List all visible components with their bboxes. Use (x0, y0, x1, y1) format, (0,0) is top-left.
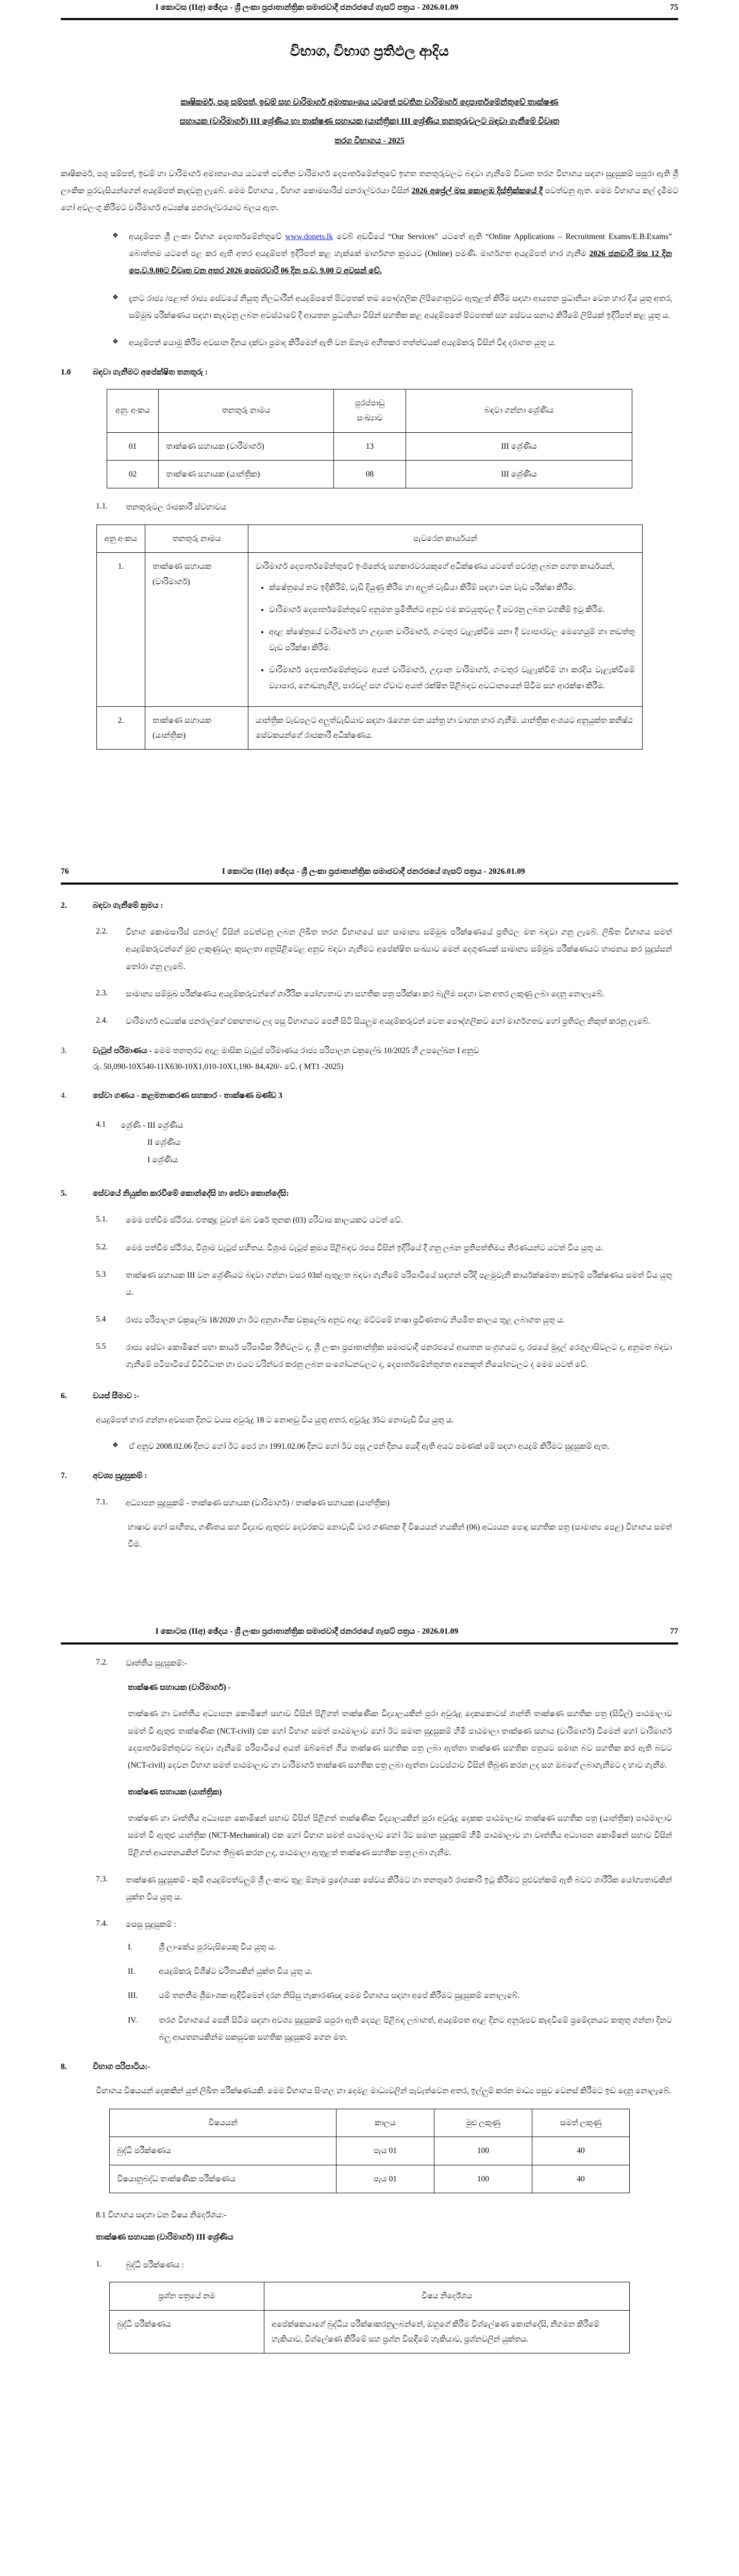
section-1-title: බඳවා ගැනීමට අපේක්ෂිත තනතුරු : (93, 368, 208, 377)
notice-title-line-3: තරග විභාගය - 2025 (334, 137, 405, 146)
syllabus-item-1 (0, 2257, 739, 2274)
section-8-number: 8. (61, 2062, 67, 2072)
section-5-3-number: 5.3 (96, 1269, 106, 1279)
section-5-heading (0, 1186, 739, 1201)
roman-numeral: II. (128, 1967, 136, 1976)
duty-item: • වාරිමාර්ග දෙපාර්තමේන්තුවේ අනුමත ප්‍රමිතීන්ට අනුව එම කටයුතුවල දී පවරනු ලබන වගකීම් ඉටු කිරීම. (269, 602, 635, 618)
section-2-2-text: විභාග කොමසාරිස් ජනරාල් විසින් පවත්වනු ලබන ලිඛිත තරග විභාගයේ සහ සාමාන්‍ය සම්මුඛ පරීක්ෂණයේ ප්‍රතිඵල මත බඳවා ගනු ලැබේ. ලිඛිත විභාගය සමත් අයදුම්කරුවන්ගේ මුළු ලකුණුවල කුසලතා අනුපිළිවෙළ අනුව බඳවා ගැනීමට අපේක්ෂිත සංඛ්‍යාව මෙන් දෙගුණයක් සාමාන්‍ය සම්මුඛ පරීක්ෂණයට භාජනය කර සුදුස්සන් තෝරා ගනු ලැබේ. (126, 927, 672, 971)
section-7-1-title: අධ්‍යාපන සුදුසුකම් - තාක්ෂණ සහායක (වාරිමාර්ග) / තාක්ෂණ සහායක (යාන්ත්‍රික) (126, 1498, 390, 1507)
section-7-2 (0, 1655, 739, 1672)
th-post-name: තනතුරු නාමය (145, 524, 248, 552)
cell-subject: බුද්ධි පරීක්ෂණය (110, 2137, 337, 2165)
section-2-heading (0, 898, 739, 913)
th-post-name: තනතුරු නාමය (159, 389, 334, 432)
roman-item-text: තරග විභාගයේ පෙනී සිටීම සඳහා අවශ්‍ය සුදුසුකම් සපුරා ඇති දෙපළ පිළිබඳ ලබාගත්, අයදුම්පත අදාළ දිනට අනුරූපව කැඳවීමේ ප්‍රමේදනයට කතුතු ගන්නා දිනට බලු ආයතනයකින්ම සකසුවක සහතික සුදුසුකම් ගෙන මත. (159, 2015, 672, 2042)
section-8-1-title: 8.1 විභාගය සඳහා වන විෂය නිර්දේශය:- (96, 2211, 227, 2220)
section-3-heading (0, 1043, 739, 1074)
cell-syllabus: අපේක්ෂකයාගේ බුද්ධිය පරීක්ෂාකරනුලබන්නේ, ඔහුගේ කිරීම විශ්ලේෂණ කොන්දේසි, නිගමන කිරීමේ හැකියාව, විශ්ලේෂණ කිරීමේ සහ ප්‍රශ්න විසඳීමේ හැකියාව, ප්‍රශ්නවලින් යුක්තය. (264, 2310, 630, 2353)
section-8-1-post-heading: තාක්ෂණ සහායක (වාරිමාර්ග) III ශ්‍රේණිය (96, 2233, 233, 2242)
running-header-text: I කොටස (IIඅ) ඡේදය - ශ්‍රී ලංකා ප්‍රජාතාන්ත්‍රික සමාජවාදී ජනරජයේ ගැසට් පත්‍රය - 2026.01.09 (222, 867, 525, 876)
bullet-1-text-b: වෙබ් අඩවියේ “Our Services” යටතේ ඇති “Online Applications – Recruitment Exams/E.B.Exams” බොත්තම යටතේ පළ කර ඇති අතර අයදුම්පත් ඉදිරිපත් කළ හැක්කේ මාර්ගගත ක්‍රමයට (Online) පමණි. මාර්ගගත අයදුම්පත් භාර ගැනීම (129, 232, 672, 258)
grade-line-1: ශ්‍රේණි - III ශ්‍රේණිය (121, 1121, 183, 1130)
section-8-intro: විභාගය විෂයයන් දෙකකින් යුත් ලිඛිත පරීක්ෂණයකි. මෙම විභාගය සිංහල හා දෙමළ මාධ්‍යවලින් පැවැත්වෙන අතර, ඉල්ලුම් කරන මාධ්‍ය පසුව වෙනස් කිරීමට ඉඩ දෙනු නොලැබේ. (96, 2086, 671, 2095)
duty-item: • වාරිමාර්ග දෙපාර්තමේන්තුවට අයත් වාරිමාර්ග, උද්‍යාන වාරිමාර්ග, ගංවතුර වැළැක්වීම් හා කරදිය වැළැක්වීමේ ව්‍යාපාර, ගොඩනැගිලි, පාරවල් සහ ඒවාට අයත් රක්ෂිත පිළිබඳව අවධානයෙන් සිටීම සහ ආරක්ෂා කිරීම. (269, 662, 635, 694)
section-8-title: විභාග පරිපාටිය:- (93, 2062, 150, 2072)
section-2-3-number: 2.3. (96, 988, 108, 997)
bullet-1-deadline: 2026 ජනවාරි මස 12 දින පෙ.ව.9.00ට විවෘත වන අතර 2026 පෙබරවාරි 06 දින ප.ව. 9.00 ට අවසන් වේ. (129, 249, 672, 276)
grade-line-2: II ශ්‍රේණිය (147, 1138, 181, 1147)
roman-numeral: I. (128, 1942, 133, 1952)
cell-pass-marks: 40 (532, 2137, 630, 2165)
section-7-4-list (0, 1939, 739, 2046)
cell-vacancy-count: 13 (334, 432, 406, 460)
header-rule (61, 883, 678, 885)
table-header-row (110, 2109, 630, 2137)
cell-serial: 01 (107, 432, 159, 460)
bullet-age-dates: ❖ ඒ අනුව 2008.02.06 දිනට හෝ ඊට පෙර හා 1991.02.06 දිනට හෝ ඊට පසු උපන් දිනය යෙදී ඇති අයට පමණක් මේ සඳහා අයදුම් කිරීමට සුදුසුකම් ඇත. (0, 1438, 739, 1455)
section-2-3-text: සාමාන්‍ය සම්මුඛ පරීක්ෂණය අයදුම්කරුවන්ගේ ශාරීරික යෝග්‍යතාව හා සහතික පත්‍ර පරීක්ෂා කර බැලීම සඳහා වන අතර ලකුණු ලබා දෙනු නොලැබේ. (126, 989, 604, 998)
cell-post-name: තාක්ෂණ සහායක (යාන්ත්‍රික) (159, 460, 334, 488)
cell-grade: III ශ්‍රේණිය (406, 460, 632, 488)
cell-pass-marks: 40 (532, 2165, 630, 2193)
section-7-1-text: භාෂාව හෝ සාහිත්‍ය, ගණිතය සහ විද්‍යාව ඇතුළුව දෙවරකට නොවැඩි වාර ගණනක දී විෂයයන් හයකින් (06) අධ්‍යයන පොදු සහතික පත්‍ර (සාමාන්‍ය පෙළ) විභාගය සමත් වීම. (128, 1522, 672, 1549)
roman-item-text: අයදුම්කරු විශිෂ්ට චරිතයකින් යුක්ත විය යුතු ය. (159, 1967, 313, 1976)
page-break-gap-75 (0, 756, 739, 864)
section-7-4 (0, 1916, 739, 1933)
section-6-bullets (0, 1438, 739, 1455)
section-4-title: සේවා ගණය - (93, 1091, 142, 1100)
section-5-3 (0, 1267, 739, 1301)
gazette-page-77 (0, 1624, 739, 2371)
section-7-3 (0, 1872, 739, 1906)
section-1-heading (0, 365, 739, 380)
duties-bullet-list (256, 580, 635, 694)
section-3-number: 3. (61, 1046, 67, 1056)
section-2-2-number: 2.2. (96, 926, 108, 936)
section-2-4-number: 2.4. (96, 1016, 108, 1025)
table-row (97, 553, 643, 706)
section-5-4 (0, 1312, 739, 1329)
section-5-5 (0, 1339, 739, 1374)
section-7-4-number: 7.4. (96, 1919, 108, 1928)
bullet-late-submission: ❖ අයදුම්පත් යොමු කිරීම අවසාන දිනය දක්වා ප්‍රමාද කිරීමෙන් ඇති වන ඕනෑම අහිතකර තත්ත්වයක් අයදුම්කරු විසින් විඳ දරාගත යුතු ය. (0, 334, 739, 351)
gazette-page-76 (0, 864, 739, 1624)
running-header-77 (0, 1624, 739, 1639)
vacancies-table (107, 389, 632, 489)
cell-serial: 02 (107, 460, 159, 488)
section-7-1-number: 7.1. (96, 1497, 108, 1506)
section-8-heading (0, 2059, 739, 2075)
section-4-1 (0, 1117, 739, 1168)
section-6-text: අයදුම්පත් භාර ගන්නා අවසාන දිනට වයස අවුරුදු 18 ට නොඅඩු විය යුතු අතර, අවුරුදු 35ට නොවැඩි විය යුතු ය. (96, 1415, 454, 1425)
list-item (0, 1987, 739, 2004)
duties-table (96, 524, 643, 750)
cell-total-marks: 100 (434, 2165, 532, 2193)
section-5-2-text: මෙම පත්වීම ස්ථිරය, විශ්‍රාම වැටුප් සහිතය. විශ්‍රාම වැටුප් ක්‍රමය පිළිබඳව රජය විසින් ඉදිරියේ දී ගනු ලබන ප්‍රතිපත්තිමය තීරණයන්ට යටත් විය යුතු ය. (126, 1243, 603, 1252)
section-2-2 (0, 924, 739, 975)
table-row (107, 460, 632, 488)
duties-intro: වාරිමාර්ග දෙපාර්තමේන්තුවේ ඉංජිනේරු සහකාරවරයකුගේ අධීක්ෂණය යටතේ පවරනු ලබන පහත කාර්යයන්, (256, 562, 614, 571)
section-5-5-number: 5.5 (96, 1342, 106, 1351)
roman-numeral: III. (128, 1991, 138, 2001)
section-5-3-text: තාක්ෂණ සහායක III වන ශ්‍රේණියට බඳවා ගන්නා වසර 03ක් ඇතුළත බඳවා ගැනීමේ පරිපාටියේ සඳහන් පරිදි පළමුවැනි කාර්යක්ෂමතා කඩඉම් පරීක්ෂණය සමත් විය යුතු ය. (126, 1270, 672, 1297)
cell-subject: විෂයානුබද්ධ තාක්ෂණික පරීක්ෂණය (110, 2165, 337, 2193)
section-2-number: 2. (61, 901, 67, 910)
page-number: 77 (670, 1627, 678, 1636)
th-duties: පැවරෙන කාර්යයන් (248, 524, 643, 552)
page-number: 76 (61, 867, 69, 876)
section-7-2-sub-b-text: තාක්ෂණ හා වෘත්තීය අධ්‍යාපන කොමිෂන් සභාව විසින් පිළිගත් තාක්ෂණික විද්‍යාලයකින් පුරා අවුරුදු දෙකක පාඨමාලාව තාක්ෂණ සහතික පත්‍ර (යාන්ත්‍රික) පාඨමාලාව සමත් වී ඇතුළු යාන්ත්‍රික (NCT-Mechanical) එක හෝ විභාග සමත් පාඨමාලාව හෝ ඊට සමාන සුදුසුකම් හිමි පාඨමාලාව හා වෘත්තීය අධ්‍යාපන කොමිෂන් සභාව විසින් පිළිගත් ආයතනයකින් විභාග තිබුණ කරන ලද, පාඨමාලා ඇතුළත් තාක්ෂණ සහතික පත්‍ර ලබා ගැනීම. (128, 1814, 672, 1857)
section-7-heading (0, 1468, 739, 1484)
section-5-1-text: මෙම පත්වීම ස්ථිරය. එතකුදු වුවත් ඔබ වර්ෂ තුනක (03) පරිවාස කාලයකට යටත් වේ. (126, 1216, 403, 1225)
section-5-1-number: 5.1. (96, 1215, 108, 1224)
cell-duration: පැය 01 (337, 2137, 434, 2165)
section-1-1-heading (0, 499, 739, 516)
th-pass-marks: සමත් ලකුණු (532, 2109, 630, 2137)
th-recruit-grade: බඳවා ගන්නා ශ්‍රේණිය (406, 389, 632, 432)
th-total-marks: මුළු ලකුණු (434, 2109, 532, 2137)
intro-exam-date-place: 2026 අප්‍රේල් මස කොළඹ දිස්ත්‍රික්කයේ දී (411, 186, 543, 195)
section-5-2-number: 5.2. (96, 1242, 108, 1251)
section-3-salary-scale: රු. 50,090-10X540-11X630-10X1,010-10X1,190- 84,420/- වේ. ( MT1 -2025) (93, 1062, 344, 1071)
cell-duration: පැය 01 (337, 2165, 434, 2193)
section-5-1 (0, 1212, 739, 1229)
section-2-title: බඳවා ගැනීමේ ක්‍රමය : (93, 901, 163, 910)
section-7-3-number: 7.3. (96, 1874, 108, 1884)
header-rule (61, 1642, 678, 1645)
cell-grade: III ශ්‍රේණිය (406, 432, 632, 460)
cell-duties: යාන්ත්‍රික වැඩපලට අලුත්වැඩියාව සඳහා රැගෙන එන යන්ත්‍ර හා වාහන භාර ගැනීම. යාන්ත්‍රික අංශයට අනුයුක්ත කනිෂ්ඨ සේවකයන්ගේ රාජකාරී අධීක්ෂණය. (248, 706, 643, 750)
section-7-1 (0, 1495, 739, 1512)
section-6-heading (0, 1388, 739, 1404)
th-syllabus: විෂය නිර්දේශය (264, 2282, 630, 2310)
section-7-2-sub-b-title: තාක්ෂණ සහායක (යාන්ත්‍රික) (128, 1787, 222, 1797)
table-row (107, 432, 632, 460)
header-rule (61, 18, 678, 20)
roman-item-text: ශ්‍රී ලාංකේය පුරවැසියෙකු විය යුතු ය. (159, 1942, 276, 1952)
exam-structure-table (109, 2109, 630, 2193)
cell-post-name: තාක්ෂණ සහායක (වාරිමාර්ග) (159, 432, 334, 460)
duty-item: • අදාළ ක්ෂේත්‍රයේ වාරිමාර්ග හා උද්‍යාන වාරිමාර්ග, ගංවතුර වැළැක්වීම යනා දී ව්‍යාපාරවල මෙහෙයුම් හා නඩත්තු වැඩ පරීක්ෂා කිරීම. (269, 624, 635, 656)
notice-title (0, 93, 739, 151)
th-serial: අනු. අංකය (107, 389, 159, 432)
cell-serial: 1. (97, 553, 145, 706)
grade-line-3: I ශ්‍රේණිය (147, 1155, 178, 1164)
section-3-text: මෙම තනතුරට අදාළ මාසික වැටුප් පරිමාණය රාජ්‍ය පරිපාලන චක්‍රලේඛ 10/2025 හි උපලේඛන I අනුව (154, 1046, 479, 1056)
section-4-number: 4. (61, 1091, 67, 1100)
section-2-4 (0, 1013, 739, 1030)
table-header-row (107, 389, 632, 432)
section-6-title: වයස් සීමාව :- (93, 1392, 140, 1401)
section-7-title: අවශ්‍ය සුදුසුකම් : (93, 1471, 147, 1481)
table-row (110, 2310, 630, 2353)
running-header-76 (0, 864, 739, 879)
cell-serial: 2. (97, 706, 145, 750)
bottom-gap (0, 2360, 739, 2371)
section-4-text: කළමනාකරණ සහකාර - තාක්ෂණ ඛණ්ඩ 3 (141, 1091, 282, 1100)
document-banner-title: විභාග, විභාග ප්‍රතිඵල ආදිය (290, 43, 449, 59)
section-7-4-title: සෙසු සුදුසුකම් : (126, 1920, 176, 1929)
gazette-page-75 (0, 0, 739, 864)
section-7-3-text: තාක්ෂණ සුදුසුකම් - කුමි අයදුම්පත්වලුම් ශ්‍රී ලංකාව තුළ ඕනෑම ප්‍රදේශයක සේවය කිරීමට හා තනතුරේ රාජකාරි ඉටු කිරීමට පුළුවන්කම් ඇති බවට ශාරීරික යෝග්‍යතාවකින් යුක්ත විය යුතු ය. (126, 1875, 672, 1902)
section-5-5-text: රාජ්‍ය සේවා කොමිෂන් සභා කාර්ය පරිපාටික රීතිවලට ද, ශ්‍රී ලංකා ප්‍රජාතාන්ත්‍රික සමාජවාදී ජනරජයේ ආයතන සංග්‍රහයට ද, රජයේ මුදල් රෙගුලාසිවලට ද, අනුමත බඳවා ගැනීමේ පටිපාටියේ විධිවිධාන හා එයට වරින්වර කරනු ලබන සංශෝධනවලට ද, දෙපාර්තමේන්තුගත අනෙකුත් නියෝගවලට ද මෙම යටත් වේ. (126, 1343, 672, 1369)
table-row (97, 706, 643, 750)
intro-bullet-list (0, 228, 739, 352)
section-7-2-title: වෘත්තීය සුදුසුකම්:- (126, 1658, 187, 1668)
page-number: 75 (670, 3, 678, 12)
section-7-2-number: 7.2. (96, 1657, 108, 1667)
intro-text-a: කෘෂිකර්ම, පශු සම්පත්, ඉඩම් හා වාරිමාර්ග අමාත්‍යාංශය යටතේ පවතින වාරිමාර්ග දෙපාර්තමේන්තුවේ ඉහත තනතුරුවලට බඳවා ගැනීමේ විවෘත තරග විභාගය සඳහා සුදුසුකම් සපුරා ඇති ශ්‍රී ලාංකික පුරවැසියන්ගෙන් අයදුම්පත් කැඳවනු ලැබේ. මෙම විභාගය , විභාග කොමසාරිස් ජනරාල්වරයා විසින් (61, 169, 678, 195)
intro-paragraph (0, 165, 739, 217)
syllabus-item-1-title: බුද්ධි පරීක්ෂණය : (126, 2260, 184, 2269)
cell-post-name: තාක්ෂණ සහායක (වාරිමාර්ග) (145, 553, 248, 706)
table-header-row (110, 2282, 630, 2310)
section-3-title: වැටුප් පරිමාණය - (93, 1046, 154, 1056)
notice-title-line-2: සහායක (වාරිමාර්ග) III ශ්‍රේණිය හා තාක්ෂණ සහායක (යාන්ත්‍රික) III ශ්‍රේණිය තනතුරුවලට බඳවා ගැනීමේ විවෘත (179, 117, 560, 126)
bullet-application-online (0, 228, 739, 280)
section-5-4-text: රාජ්‍ය පරිපාලන චක්‍රලේඛ 18/2020 හා ඊට අනුශාංගික චක්‍රලේඛ අනුව අදාළ මට්ටමේ භාෂා ප්‍රවීණතාව නියමිත කාලය තුළ ලබාගත යුතු ය. (126, 1315, 565, 1325)
section-4-1-number: 4.1 (96, 1120, 106, 1129)
table-row (110, 2137, 630, 2165)
running-header-text: I කොටස (IIඅ) ඡේදය - ශ්‍රී ලංකා ප්‍රජාතාන්ත්‍රික සමාජවාදී ජනරජයේ ගැසට් පත්‍රය - 2026.01.09 (155, 1627, 459, 1636)
section-5-title: සේවයේ නියුක්ත කරවීමේ කොන්දේසි හා සේවා කොන්දේසි: (93, 1189, 289, 1198)
list-item (0, 1939, 739, 1956)
bullet-1-text-a: අයදුම්පත ශ්‍රී ලංකා විභාග දෙපාර්තමේන්තුවේ (129, 232, 285, 241)
running-header-75 (0, 0, 739, 15)
cell-duties (248, 553, 643, 706)
th-serial: අනු අංකය (97, 524, 145, 552)
section-7-2-sub-a-title: තාක්ෂණ සහායක (වාරිමාර්ග) - (128, 1683, 231, 1692)
intro-text-b: පවත්වනු ඇත. මෙම විභාගය කල් දැමීමට හෝ අවලංගු කිරීමට වාරිමාර්ග අධ්‍යක්ෂ ජනරාල්වරයාට බලය ඇත. (61, 186, 678, 213)
th-paper-name: ප්‍රශ්න පත්‍රයේ නම (110, 2282, 264, 2310)
section-1-1-title: තනතුරුවල රාජකාරී ස්වභාවය (126, 503, 227, 512)
th-duration: කාලය (337, 2109, 434, 2137)
roman-numeral: IV. (128, 2015, 138, 2025)
notice-title-line-1: කෘෂිකර්ම, පශු සම්පත්, ඉඩම් සහ වාරිමාර්ග අමාත්‍යාංශය යටතේ පවතින වාරිමාර්ග දෙපාර්තමේන්තුවේ තාක්ෂණ (180, 97, 559, 107)
cell-post-name: තාක්ෂණ සහායක (යාන්ත්‍රික) (145, 706, 248, 750)
th-vacancy-count: පුරප්පාඩු සංඛ්‍යාව (334, 389, 406, 432)
section-5-2 (0, 1240, 739, 1257)
section-1-number: 1.0 (61, 368, 71, 377)
table-row (110, 2165, 630, 2193)
cell-vacancy-count: 08 (334, 460, 406, 488)
section-5-4-number: 5.4 (96, 1314, 106, 1324)
th-subjects: විෂයයන් (110, 2109, 337, 2137)
section-6-number: 6. (61, 1392, 67, 1401)
duty-item: • ක්ෂේත්‍රයේ නව ඉදිකිරීම්, වැඩි දියුණු කිරීම හා අලුත් වැඩියා කිරීම් සඳහා වන වැඩ පරීක්ෂා කිරීම. (269, 580, 635, 596)
section-7-2-sub-a-text: තාක්ෂණ හා වෘත්තීය අධ්‍යාපන කොමිෂන් සභාව විසින් පිළිගත් තාක්ෂණික විද්‍යාලයකින් පුරා අවුරුදු දෙකකොටස් ශාන්ති තාක්ෂණ සහතික පත්‍ර (සිවිල්) පාඨමාලාව සමත් වී ඇතුළු තාක්ෂණික (NCT-civil) එක හෝ විභාග සමත් පාඨමාලාව හෝ ඊට සමාන සුදුසුකම් හිමි පාඨමාලා තාක්ෂණ සහාය (වාරිමාර්ග) වීමෙන් හෝ වාරිමාර්ග දෙපාර්තමේන්තුවට බඳවා ගැනීමේ පරිපාටියේ අයත් ඔබ්බෙන් ගිය තාක්ෂණ සහතික පත්‍ර ලබා ඇත්තා තාක්ෂණ සහතික පත්‍රයට සමාන බව සහතික කර ඇති බවට (NCT-civil) දෙවන විභාග සමත් පාඨමාලාව හා වාරිමාර්ග තාක්ෂණ සහතික පත්‍ර ලබා ඇත්තා ව්‍යවස්ථාව විසින් තිබුණ කරන ලද සහ ඔබගේ ලබාගැනීමට ද භාව ගැනීම. (128, 1709, 672, 1770)
syllabus-item-1-number: 1. (96, 2259, 102, 2268)
donets-website-link[interactable]: www.donets.lk (285, 232, 333, 241)
running-header-text: I කොටස (IIඅ) ඡේදය - ශ්‍රී ලංකා ප්‍රජාතාන්ත්‍රික සමාජවාදී ජනරජයේ ගැසට් පත්‍රය - 2026.01.09 (155, 3, 459, 12)
cell-paper-name: බුද්ධි පරීක්ෂණය (110, 2310, 264, 2353)
page-break-gap-76 (0, 1562, 739, 1624)
section-4-heading (0, 1088, 739, 1104)
cell-total-marks: 100 (434, 2137, 532, 2165)
table-header-row (97, 524, 643, 552)
section-2-3 (0, 986, 739, 1003)
section-2-4-text: වාරිමාර්ග අධ්‍යක්ෂ ජනරාල්ගේ එකඟතාව ලද පසු විභාගයට පෙනී සිටි සියලුම අයදුම්කරුවන් වෙත පෞද්ගලිකව හෝ මාර්ගගතව හෝ ප්‍රතිඵල නිකුත් කරනු ලැබේ. (126, 1017, 650, 1026)
section-7-number: 7. (61, 1471, 67, 1481)
roman-item-text: යම් තනතීම ශ්‍රීමාංශක ඇඳිවීමෙන් දරන නිසිසු හැකාරණඥ මෙම විභාගය සඳහා අපේ කිරීමට සුදුසුකම් නොලැබේ. (159, 1991, 520, 2001)
bullet-government-officers: ❖ දැනට රාජ්‍ය /පළාත් රාජ්‍ය සේවයේ නියුතු නිලධාරීන් අයදුම්පතේ පිටපතක් තම පෞද්ගලික ලිපිගොනුවට ඇතුළත් කිරීම සඳහා ආයතන ප්‍රධානියා වෙත භාර දිය යුතු අතර, සම්මුඛ පරීක්ෂණය සඳහා කැඳවනු ලබන අවස්ථාවේ දී ආයතන ප්‍රධානියා විසින් සහතික කළ අයදුම්පතේ පිටපතක් සහ සේවය සනාථ කිරීමේ ලිපියක් ඉදිරිපත් කළ යුතු ය. (0, 290, 739, 325)
section-1-1-number: 1.1. (96, 502, 108, 511)
syllabus-table (109, 2282, 630, 2353)
section-5-number: 5. (61, 1189, 67, 1198)
list-item (0, 2012, 739, 2046)
list-item (0, 1963, 739, 1980)
